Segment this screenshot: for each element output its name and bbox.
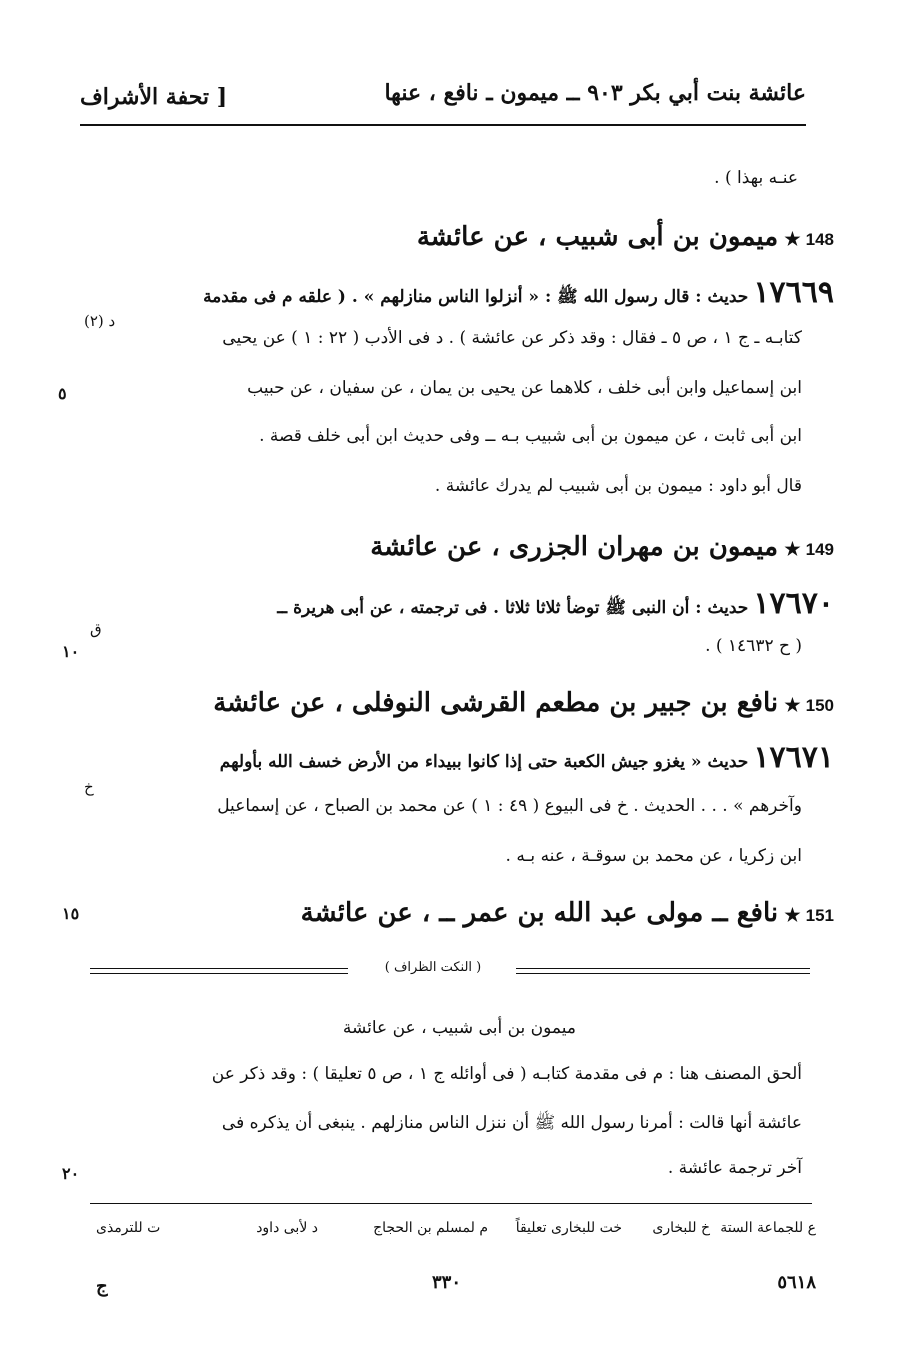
section-heading-150 xyxy=(213,688,834,718)
star-marker: ★ xyxy=(778,905,801,926)
section-title: ميمون بن أبى شبيب ، عن عائشة xyxy=(416,222,779,252)
section-number: 151 xyxy=(805,906,834,925)
abbreviation-item: م لمسلم بن الحجاج xyxy=(373,1220,488,1236)
hadith-text: حديث : أن النبى ﷺ توضأ ثلاثا ثلاثا . فى ترجمته ، عن أبى هريرة ــ xyxy=(277,598,749,618)
hadith-line: ( ح ١٤٦٣٢ ) . xyxy=(705,636,802,656)
margin-line-number: ٢٠ xyxy=(62,1164,80,1183)
hadith-side-code: ق xyxy=(90,620,102,638)
footnote-heading: ميمون بن أبى شبيب ، عن عائشة xyxy=(342,1018,576,1038)
hadith-line: ابن زكريا ، عن محمد بن سوقـة ، عنه بـه . xyxy=(505,846,802,866)
hadith-side-code: (٢) د xyxy=(84,312,116,330)
section-title: نافع ــ مولى عبد الله بن عمر ــ ، عن عائشة xyxy=(300,898,779,928)
section-title: نافع بن جبير بن مطعم القرشى النوفلى ، عن عائشة xyxy=(213,688,779,718)
hadith-text: حديث « يغزو جيش الكعبة حتى إذا كانوا ببيداء من الأرض خسف الله بأولهم xyxy=(219,752,749,772)
hadith-side-code: خ xyxy=(84,778,94,796)
hadith-line: قال أبو داود : ميمون بن أبى شبيب لم يدرك عائشة . xyxy=(434,476,802,496)
footnote-line: ألحق المصنف هنا : م فى مقدمة كتابـه ( فى أوائله ج ١ ، ص ٥ تعليقا ) : وقد ذكر عن xyxy=(211,1064,802,1084)
footnote-line: عائشة أنها قالت : أمرنا رسول الله ﷺ أن ننزل الناس منازلهم . ينبغى أن يذكره فى xyxy=(221,1113,802,1133)
hadith-line: ابن إسماعيل وابن أبى خلف ، كلاهما عن يحيى بن يمان ، عن سفيان ، عن حبيب xyxy=(247,378,802,398)
abbreviation-item: ت للترمذى xyxy=(96,1220,161,1236)
section-number: 150 xyxy=(805,696,834,715)
hadith-line xyxy=(203,275,834,310)
abbreviation-item: ع للجماعة الستة xyxy=(720,1220,816,1236)
section-number: 149 xyxy=(805,540,834,559)
section-number: 148 xyxy=(805,230,834,249)
volume-letter: ج xyxy=(96,1276,108,1297)
hadith-number: ١٧٦٧١ xyxy=(753,740,834,775)
hadith-number: ١٧٦٧٠ xyxy=(753,586,834,621)
star-marker: ★ xyxy=(778,695,801,716)
margin-line-number: ١٠ xyxy=(62,642,80,661)
continuation-line: عنـه بهذا ) . xyxy=(714,168,798,188)
section-heading-149 xyxy=(370,532,834,562)
abbreviation-item: خ للبخارى xyxy=(652,1220,710,1236)
margin-line-number: ١٥ xyxy=(62,904,80,923)
legend-rule xyxy=(90,1203,812,1204)
footnote-rule-right-2 xyxy=(516,973,810,974)
footnote-rule-left-2 xyxy=(90,973,348,974)
margin-line-number: ٥ xyxy=(58,384,67,403)
running-header-book: [ تحفة الأشراف xyxy=(80,84,228,110)
hadith-line: وآخرهم » . . . الحديث . خ فى البيوع ( ٤٩ : ١ ) عن محمد بن الصباح ، عن إسماعيل xyxy=(217,796,802,816)
hadith-number: ١٧٦٦٩ xyxy=(753,275,834,310)
footnote-line: آخر ترجمة عائشة . xyxy=(667,1158,802,1178)
header-rule xyxy=(80,124,806,126)
section-heading-148 xyxy=(417,222,834,252)
hadith-line xyxy=(277,586,834,621)
hadith-line: ابن أبى ثابت ، عن ميمون بن أبى شبيب بـه ــ وفى حديث ابن أبى خلف قصة . xyxy=(259,426,802,446)
page-number: ٣٣٠ xyxy=(432,1272,462,1293)
volume-page-number: ٥٦١٨ xyxy=(777,1272,816,1293)
running-header-title: عائشة بنت أبي بكر ٩٠٣ ــ ميمون ـ نافع ، عنها xyxy=(384,80,806,106)
star-marker: ★ xyxy=(778,229,801,250)
abbreviation-item: خت للبخارى تعليقاً xyxy=(515,1220,622,1236)
footnote-rule-left xyxy=(90,968,348,969)
section-title: ميمون بن مهران الجزرى ، عن عائشة xyxy=(370,532,779,562)
hadith-line xyxy=(220,740,834,775)
section-heading-151 xyxy=(301,898,834,928)
footnote-rule-right xyxy=(516,968,810,969)
hadith-text: حديث : قال رسول الله ﷺ : « أنزلوا الناس منازلهم » . ( علقه م فى مقدمة xyxy=(203,287,749,307)
abbreviation-item: د لأبى داود xyxy=(256,1220,318,1236)
hadith-line: كتابـه ـ ج ١ ، ص ٥ ـ فقال : وقد ذكر عن عائشة ) . د فى الأدب ( ٢٢ : ١ ) عن يحيى xyxy=(222,328,802,348)
star-marker: ★ xyxy=(778,539,801,560)
footnote-title: ( النكت الظراف ) xyxy=(384,960,482,975)
